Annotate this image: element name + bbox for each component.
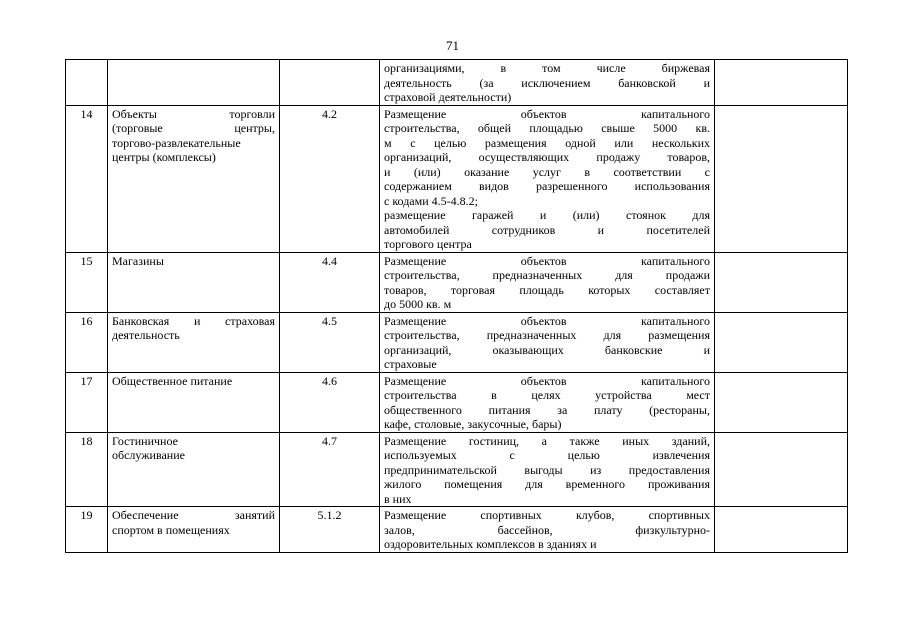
use-code-cell: 4.5 [280,312,380,372]
table-row [66,372,848,432]
table-body [66,60,848,553]
table-row [66,507,848,553]
description-line: до 5000 кв. м [384,297,452,311]
table-row [66,312,848,372]
description-line: предпринимательской выгоды из предоставления [384,462,710,477]
use-name-line: (торговые центры, [112,121,275,135]
description-cell [380,105,715,252]
description-cell [380,60,715,106]
use-code-cell: 4.7 [280,432,380,507]
empty-cell [715,312,848,372]
use-code-cell: 4.6 [280,372,380,432]
table-row [66,252,848,312]
row-number-cell: 16 [66,312,108,372]
description-line: жилого помещения для временного проживания [384,477,710,491]
use-name-line: торгово-развлекательные [112,135,241,150]
table-row [66,60,848,106]
description-line: используемых с целью извлечения [384,448,710,462]
empty-cell [715,60,848,106]
description-cell [380,432,715,507]
row-number-cell: 15 [66,252,108,312]
description-line: строительства, общей площадью свыше 5000 кв. [384,121,710,135]
description-line: строительства, предназначенных для размещения [384,328,710,342]
use-name-line: Банковская и страховая [112,313,275,328]
description-line: общественного питания за плату (рестораны, [384,402,710,417]
empty-cell [715,372,848,432]
description-line: организаций, осуществляющих продажу товаров, [384,150,710,164]
use-name-cell [108,252,280,312]
description-line: Размещение спортивных клубов, спортивных [384,508,710,522]
use-name-cell [108,372,280,432]
use-code-cell [280,60,380,106]
use-name-cell [108,432,280,507]
description-line: в них [384,491,412,506]
use-name-line: Общественное питание [112,373,233,388]
description-line: организаций, оказывающих банковские и [384,342,710,357]
description-line: и (или) оказание услуг в соответствии с [384,164,710,179]
description-line: товаров, торговая площадь которых составляет [384,282,710,297]
table-row [66,105,848,252]
description-line: организациями, в том числе биржевая [384,61,710,75]
description-cell [380,252,715,312]
page-number: 71 [446,38,459,53]
description-line: торгового центра [384,237,472,251]
empty-cell [715,252,848,312]
use-name-line: деятельность [112,328,180,342]
description-line: Размещение объектов капитального [384,106,710,121]
description-line: страховой деятельности) [384,90,512,104]
description-line: строительства, предназначенных для продажи [384,268,710,282]
use-name-line: Объекты торговли [112,106,275,121]
row-number-cell: 17 [66,372,108,432]
row-number-cell: 18 [66,432,108,507]
description-line: кафе, столовые, закусочные, бары) [384,417,562,431]
description-cell [380,507,715,553]
description-line: м с целью размещения одной или нескольких [384,135,710,150]
description-line: Размещение гостиниц, а также иных зданий, [384,433,710,448]
description-line: деятельность (за исключением банковской и [384,75,710,90]
description-line: оздоровительных комплексов в зданиях и [384,537,597,551]
use-name-cell [108,105,280,252]
empty-cell [715,432,848,507]
use-name-line: Гостиничное [112,433,178,448]
row-number-cell [66,60,108,106]
use-name-cell [108,60,280,106]
use-name-line: центры (комплексы) [112,150,216,164]
description-line: строительства в целях устройства мест [384,388,710,402]
description-line: страховые [384,357,437,371]
empty-cell [715,105,848,252]
use-name-line: Обеспечение занятий [112,508,275,522]
description-line: с кодами 4.5-4.8.2; [384,193,478,208]
description-line: автомобилей сотрудников и посетителей [384,222,710,237]
empty-cell [715,507,848,553]
row-number-cell: 19 [66,507,108,553]
description-line: Размещение объектов капитального [384,373,710,388]
use-code-cell: 4.2 [280,105,380,252]
use-name-line: обслуживание [112,448,185,462]
description-line: Размещение объектов капитального [384,313,710,328]
description-line: размещение гаражей и (или) стоянок для [384,208,710,222]
table-row [66,432,848,507]
use-name-line: Магазины [112,253,164,268]
description-line: Размещение объектов капитального [384,253,710,268]
use-name-cell [108,507,280,553]
description-cell [380,312,715,372]
use-name-line: спортом в помещениях [112,522,230,537]
row-number-cell: 14 [66,105,108,252]
use-code-cell: 5.1.2 [280,507,380,553]
description-cell [380,372,715,432]
land-use-table [65,59,848,553]
description-line: залов, бассейнов, физкультурно- [384,522,710,537]
description-line: содержанием видов разрешенного использования [384,179,710,193]
use-name-cell [108,312,280,372]
use-code-cell: 4.4 [280,252,380,312]
